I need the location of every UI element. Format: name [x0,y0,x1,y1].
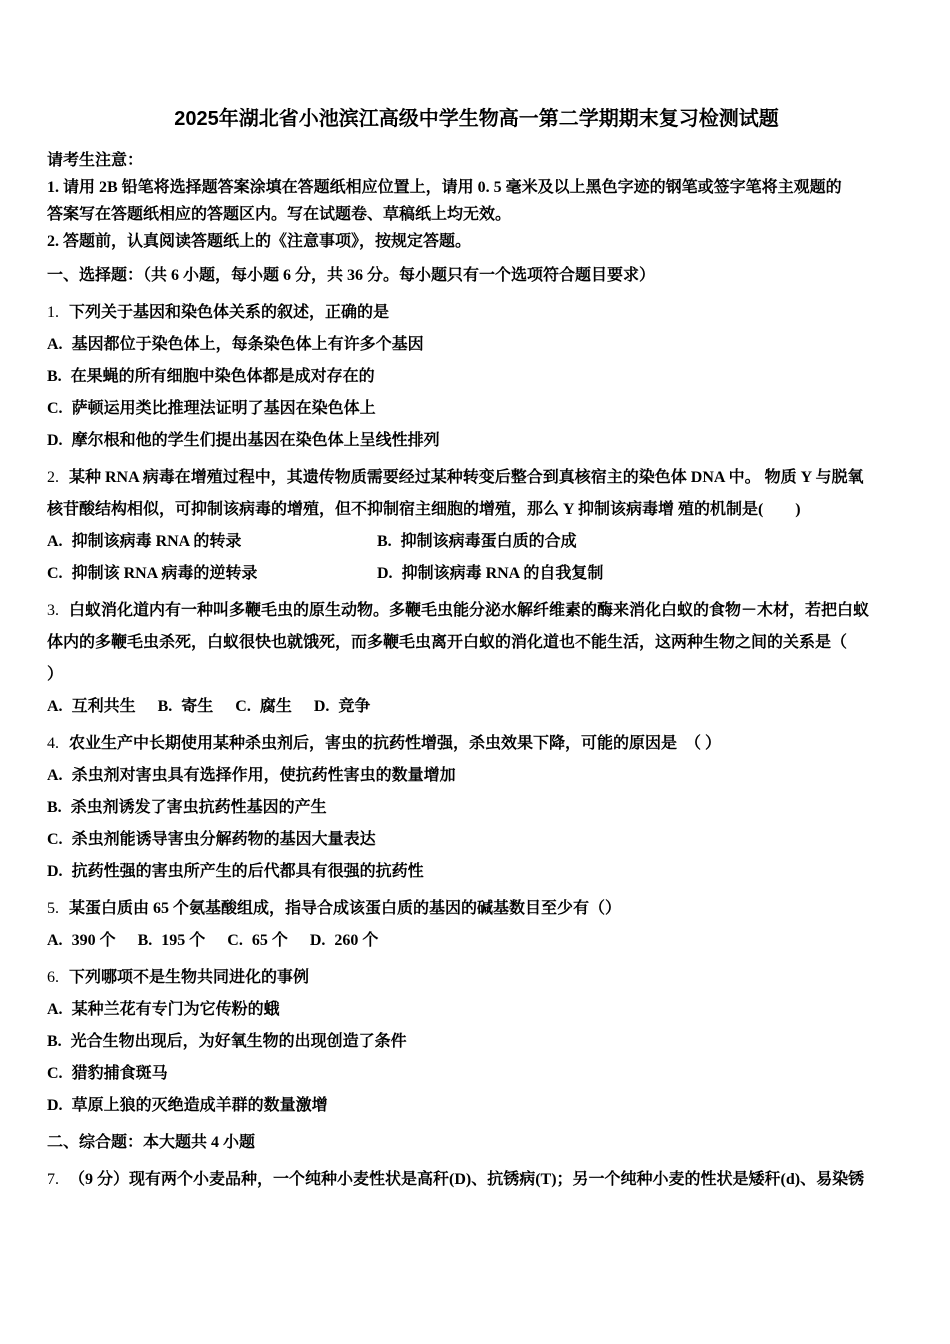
question-4-option-b [47,792,906,824]
option-text: 光合生物出现后，为好氧生物的出现创造了条件 [70,1033,407,1050]
question-3-stem-tail [47,659,906,691]
question-6-option-d [47,1090,906,1122]
question-2-options-row-2 [47,558,906,590]
question-7-number: 7. [47,1171,59,1188]
option-text: 杀虫剂能诱导害虫分解药物的基因大量表达 [71,831,376,848]
question-6-number: 6. [47,969,59,986]
question-1-text: 下列关于基因和染色体关系的叙述，正确的是 [69,304,390,321]
option-label: A. [47,767,63,784]
option-text: 寄生 [181,698,214,715]
option-label: C. [227,932,243,949]
question-4-number: 4. [47,735,59,752]
option-label: C. [235,698,251,715]
option-text: 猎豹捕食斑马 [71,1065,168,1082]
option-label: A. [47,533,63,550]
question-3-text: 体内的多鞭毛虫杀死，白蚁很快也就饿死，而多鞭毛虫离开白蚁的消化道也不能生活，这两种生物之间的关系是（ [47,634,848,651]
question-5-option-d [310,932,379,949]
section-2-heading: 二、综合题：本大题共 4 小题 [47,1134,256,1151]
option-text: 在果蝇的所有细胞中染色体都是成对存在的 [70,368,375,385]
option-text: 腐生 [259,698,292,715]
option-text: 抑制该病毒蛋白质的合成 [400,533,577,550]
option-text: 萨顿运用类比推理法证明了基因在染色体上 [71,400,376,417]
question-3-options [47,691,906,723]
option-label: B. [47,799,62,816]
option-label: D. [313,698,330,715]
option-label: B. [157,698,173,715]
document-title: 2025年湖北省小池滨江高级中学生物高一第二学期期末复习检测试题 [174,108,779,130]
option-label: A. [47,932,63,949]
question-5-stem [47,893,906,925]
option-text: 抑制该病毒 RNA 的自我复制 [401,565,604,582]
question-6-option-b [47,1026,906,1058]
question-2-text: 某种 RNA 病毒在增殖过程中，其遗传物质需要经过某种转变后整合到真核宿主的染色体 DNA 中。 物质 Y 与脱氧 [69,469,864,486]
question-1-option-c [47,393,906,425]
option-text: 抑制该 RNA 病毒的逆转录 [71,565,258,582]
option-label: B. [47,1033,62,1050]
question-1-stem [47,297,906,329]
option-text: 65 个 [251,932,288,949]
question-2-stem-continued [47,494,906,526]
question-3-stem [47,595,906,627]
question-6-stem [47,962,906,994]
notice-heading: 请考生注意： [47,152,144,169]
question-2-option-b [377,533,577,550]
option-text: 抑制该病毒 RNA 的转录 [71,533,242,550]
option-text: 195 个 [161,932,206,949]
option-text: 抗药性强的害虫所产生的后代都具有很强的抗药性 [71,863,424,880]
notice-line: 答案写在答题纸相应的答题区内。写在试题卷、草稿纸上均无效。 [47,206,512,223]
question-2-text: 核苷酸结构相似，可抑制该病毒的增殖，但不抑制宿主细胞的增殖，那么 Y 抑制该病毒增 殖的机制是( ) [47,501,801,518]
question-4-stem [47,728,906,760]
question-1-option-b [47,361,906,393]
question-4-option-d [47,856,906,888]
notice-section [47,147,906,255]
question-3-option-b [158,698,214,715]
option-text: 竞争 [338,698,371,715]
question-2-stem [47,462,906,494]
question-3-number: 3. [47,602,59,619]
question-4-option-a [47,760,906,792]
option-label: C. [47,400,63,417]
option-text: 互利共生 [71,698,136,715]
question-6-option-a [47,994,906,1026]
question-3-stem-continued [47,627,906,659]
section-1-heading: 一、选择题：（共 6 小题，每小题 6 分，共 36 分。每小题只有一个选项符合题目要求） [47,267,656,284]
option-text: 杀虫剂诱发了害虫抗药性基因的产生 [70,799,327,816]
question-2-option-c [47,558,377,590]
question-3-option-d [314,698,371,715]
option-text: 390 个 [71,932,116,949]
question-2-options-row-1 [47,526,906,558]
option-text: 杀虫剂对害虫具有选择作用，使抗药性害虫的数量增加 [71,767,456,784]
question-3-option-c [235,698,292,715]
question-1-option-a [47,329,906,361]
option-label: D. [47,1097,63,1114]
option-text: 某种兰花有专门为它传粉的蛾 [71,1001,280,1018]
question-1-number: 1. [47,304,59,321]
question-7-stem [47,1164,906,1196]
option-label: C. [47,831,63,848]
option-label: A. [47,336,63,353]
question-5-option-b [138,932,206,949]
question-2-number: 2. [47,469,59,486]
question-3-option-a [47,698,136,715]
option-label: C. [47,565,63,582]
option-text: 260 个 [334,932,379,949]
option-label: D. [47,863,63,880]
option-label: B. [47,368,62,385]
question-5-text: 某蛋白质由 65 个氨基酸组成，指导合成该蛋白质的基因的碱基数目至少有（） [69,900,622,917]
option-label: D. [47,432,63,449]
option-text: 草原上狼的灭绝造成羊群的数量激增 [71,1097,328,1114]
question-2-option-d [377,565,603,582]
notice-line: 2. 答题前，认真阅读答题纸上的《注意事项》，按规定答题。 [47,233,472,250]
question-4-option-c [47,824,906,856]
question-6-text: 下列哪项不是生物共同进化的事例 [69,969,310,986]
question-4-text: 农业生产中长期使用某种杀虫剂后，害虫的抗药性增强，杀虫效果下降，可能的原因是 （ ） [69,735,722,752]
option-label: A. [47,1001,63,1018]
option-text: 摩尔根和他的学生们提出基因在染色体上呈线性排列 [71,432,440,449]
question-1-option-d [47,425,906,457]
question-5-options [47,925,906,957]
option-text: 基因都位于染色体上，每条染色体上有许多个基因 [71,336,424,353]
question-6-option-c [47,1058,906,1090]
option-label: D. [309,932,326,949]
option-label: D. [377,565,393,582]
question-3-text: 白蚁消化道内有一种叫多鞭毛虫的原生动物。多鞭毛虫能分泌水解纤维素的酶来消化白蚁的食物－木材，若把白蚁 [69,602,870,619]
question-5-option-a [47,932,116,949]
option-label: C. [47,1065,63,1082]
option-label: A. [47,698,63,715]
option-label: B. [137,932,153,949]
option-label: B. [377,533,392,550]
question-3-text: ） [47,666,64,683]
notice-line: 1. 请用 2B 铅笔将选择题答案涂填在答题纸相应位置上，请用 0. 5 毫米及以上黑色字迹的钢笔或签字笔将主观题的 [47,179,842,196]
question-2-option-a [47,526,377,558]
question-5-option-c [227,932,288,949]
question-5-number: 5. [47,900,59,917]
question-7-text: （9 分）现有两个小麦品种，一个纯种小麦性状是高秆(D)、抗锈病(T)；另一个纯种小麦的性状是矮秆(d)、易染锈 [69,1171,865,1188]
